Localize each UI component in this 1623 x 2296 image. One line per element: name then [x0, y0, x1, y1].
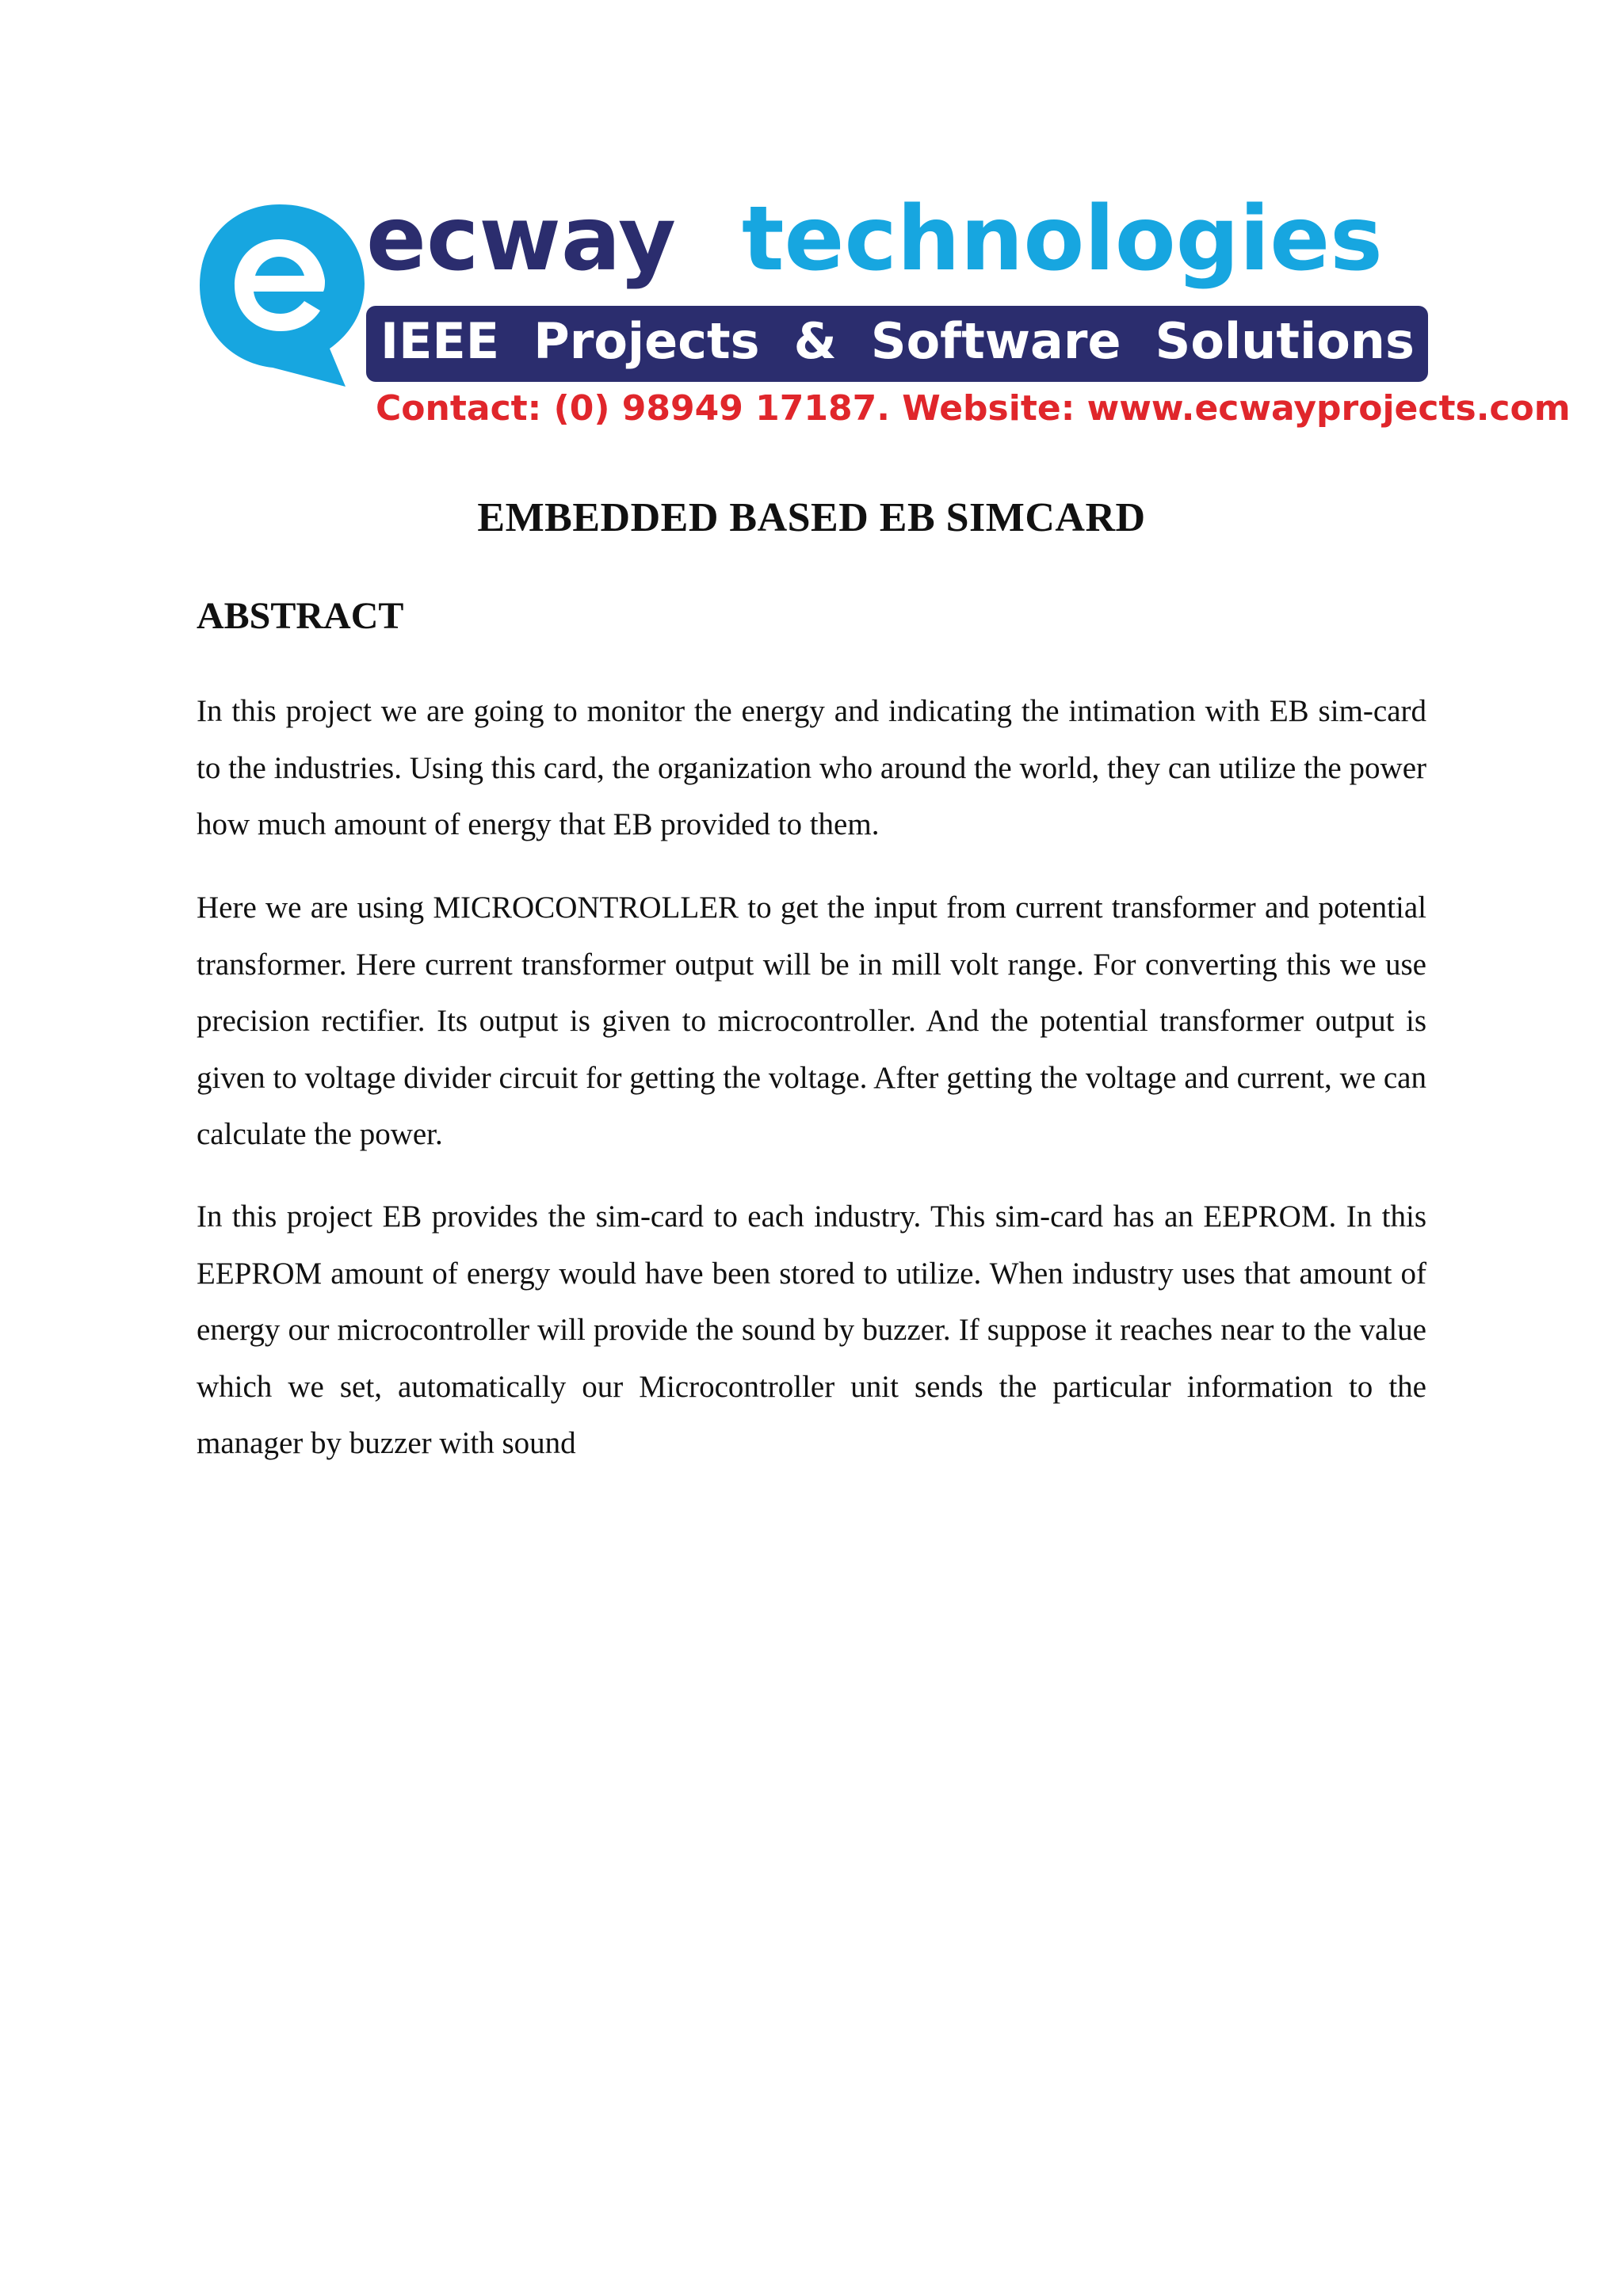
logo-brand-second: technologies: [742, 188, 1383, 291]
section-heading-abstract: ABSTRACT: [197, 595, 404, 637]
abstract-paragraph-3: In this project EB provides the sim-card to each industry. This sim-card has an EEPROM. In this EEPROM amount of energy would have been stored to utilize. When industry uses that amount of energy our microcontroller will provide the sound by buzzer. If suppose it reaches near to the value which we set, automatically our Microcontroller unit sends the particular information to the manager by buzzer with sound: [197, 1199, 1426, 1460]
logo-contact: Contact: (0) 98949 17187. Website: www.ecwayprojects.com: [376, 388, 1571, 429]
document-title: EMBEDDED BASED EB SIMCARD: [477, 495, 1146, 540]
logo-emblem-icon: [200, 204, 365, 387]
abstract-paragraph-2: Here we are using MICROCONTROLLER to get the input from current transformer and potential transformer. Here current transformer output will be in mill volt range. For converting this we use precision rectifier. Its output is given to microcontroller. And the potential transformer output is given to voltage divider circuit for getting the voltage. After getting the voltage and current, we can calculate the power.: [197, 891, 1426, 1151]
company-logo: [197, 188, 1571, 429]
logo-tagline: IEEE Projects & Software Solutions: [380, 312, 1415, 370]
abstract-paragraph-1: In this project we are going to monitor the energy and indicating the intimation with EB sim-card to the industries. Using this card, the organization who around the world, they can utilize the power how much amount of energy that EB provided to them.: [197, 694, 1426, 841]
logo-brand-first: ecway: [366, 188, 676, 291]
